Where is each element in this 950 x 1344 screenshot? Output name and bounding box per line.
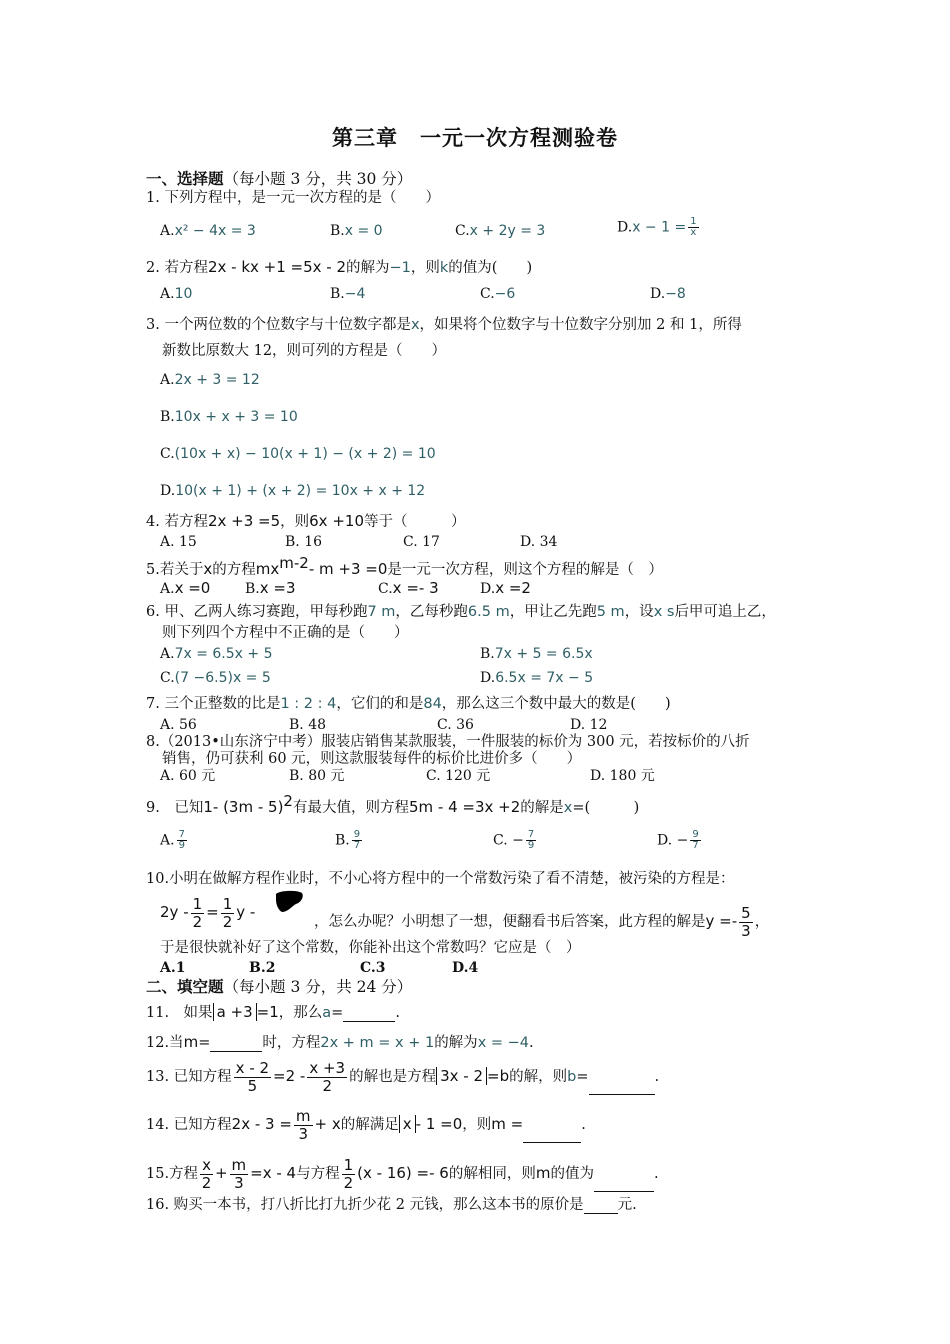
q8-option-b: B. 80 元 bbox=[289, 768, 345, 784]
q4-option-d: D. 34 bbox=[520, 534, 558, 550]
question-10-line-3: 于是很快就补好了这个常数，你能补出这个常数吗？它应是（ ） bbox=[160, 940, 581, 956]
ink-blot-icon bbox=[274, 890, 304, 914]
question-14: 14. 已知方程2x - 3 = $\frac{m}{3}$ + x的解满足 x - 1 =0，则m = . bbox=[146, 1106, 586, 1143]
q1-option-c: C.x + 2y = 3 bbox=[455, 223, 546, 239]
page-title: 第三章 一元一次方程测验卷 bbox=[332, 125, 618, 150]
q6-option-c: C.(7 −6.5)x = 5 bbox=[160, 670, 271, 686]
q14-answer-blank[interactable] bbox=[523, 1128, 581, 1143]
q15-answer-blank[interactable] bbox=[594, 1177, 654, 1192]
q1-option-b: B.x = 0 bbox=[330, 223, 383, 239]
section-heading-choice: 一、选择题（每小题 3 分，共 30 分） bbox=[146, 169, 413, 188]
q5-option-c: C.x =- 3 bbox=[378, 579, 439, 597]
q9-option-c: C. − $\frac{7}{9}$ bbox=[493, 829, 535, 851]
question-13: 13. 已知方程 $\frac{x - 2}{5}$ =2 - $\frac{x +3}{2}$ 的解也是方程 3x - 2 =b的解，则b= . bbox=[146, 1058, 660, 1095]
q10-option-b: B.2 bbox=[249, 960, 276, 976]
question-6-line-2: 则下列四个方程中不正确的是（ ） bbox=[162, 625, 409, 641]
question-2-stem: 2. 若方程2x - kx +1 =5x - 2的解为−1，则k的值为( ) bbox=[146, 258, 533, 276]
q5-option-b: B.x =3 bbox=[245, 579, 296, 597]
q2-option-c: C.−6 bbox=[480, 286, 516, 302]
question-15: 15.方程 $\frac{x}{2}$ + $\frac{m}{3}$ =x - 4与方程 $\frac{1}{2}$ (x - 16) =- 6的解相同，则m的值为 . bbox=[146, 1155, 659, 1192]
q4-option-a: A. 15 bbox=[160, 534, 197, 550]
q5-option-a: A.x =0 bbox=[160, 579, 211, 597]
q8-option-a: A. 60 元 bbox=[160, 768, 216, 784]
q3-option-c: C.(10x + x) − 10(x + 1) − (x + 2) = 10 bbox=[160, 446, 436, 462]
q7-option-b: B. 48 bbox=[289, 717, 327, 733]
q8-option-d: D. 180 元 bbox=[590, 768, 655, 784]
question-8-line-1: 8.（2013•山东济宁中考）服装店销售某款服装，一件服装的标价为 300 元，若按标价的八折 bbox=[146, 734, 750, 750]
q3-option-b: B.10x + x + 3 = 10 bbox=[160, 409, 298, 425]
q3-option-d: D.10(x + 1) + (x + 2) = 10x + x + 12 bbox=[160, 483, 426, 499]
q3-option-a: A.2x + 3 = 12 bbox=[160, 372, 260, 388]
question-6-line-1: 6. 甲、乙两人练习赛跑，甲每秒跑7 m，乙每秒跑6.5 m，甲让乙先跑5 m，设x s后甲可追上乙， bbox=[146, 604, 776, 620]
question-10-equation: 2y - $\frac{1}{2}$ = $\frac{1}{2}$ y - bbox=[160, 894, 256, 931]
q4-option-b: B. 16 bbox=[285, 534, 323, 550]
q6-option-b: B.7x + 5 = 6.5x bbox=[480, 646, 593, 662]
q12-answer-blank[interactable] bbox=[210, 1037, 262, 1052]
q7-option-a: A. 56 bbox=[160, 717, 197, 733]
q7-option-c: C. 36 bbox=[437, 717, 474, 733]
q11-answer-blank[interactable] bbox=[343, 1007, 395, 1022]
question-11: 11. 如果 a +3 =1，那么a= . bbox=[146, 1003, 400, 1021]
q2-option-a: A.10 bbox=[160, 286, 193, 302]
q6-option-a: A.7x = 6.5x + 5 bbox=[160, 646, 273, 662]
q1-option-a: A.x² − 4x = 3 bbox=[160, 223, 256, 239]
q9-option-a: A. $\frac{7}{9}$ bbox=[160, 829, 185, 851]
q9-option-d: D. − $\frac{9}{7}$ bbox=[657, 829, 699, 851]
q7-option-d: D. 12 bbox=[570, 717, 608, 733]
q10-option-c: C.3 bbox=[360, 960, 386, 976]
q2-option-d: D.−8 bbox=[650, 286, 686, 302]
q8-option-c: C. 120 元 bbox=[426, 768, 491, 784]
question-7-stem: 7. 三个正整数的比是1 : 2 : 4，它们的和是84，那么这三个数中最大的数是( ) bbox=[146, 696, 671, 712]
q13-answer-blank[interactable] bbox=[589, 1080, 655, 1095]
q9-option-b: B. $\frac{9}{7}$ bbox=[335, 829, 361, 851]
question-10-line-1: 10.小明在做解方程作业时，不小心将方程中的一个常数污染了看不清楚，被污染的方程是： bbox=[146, 871, 735, 887]
question-8-line-2: 销售，仍可获利 60 元，则这款服装每件的标价比进价多（ ） bbox=[162, 751, 582, 767]
q10-option-a: A.1 bbox=[160, 960, 186, 976]
section-heading-fill-in: 二、填空题（每小题 3 分，共 24 分） bbox=[146, 977, 413, 996]
q6-option-d: D.6.5x = 7x − 5 bbox=[480, 670, 594, 686]
question-3-line-1: 3. 一个两位数的个位数字与十位数字都是x，如果将个位数字与十位数字分别加 2 和 1，所得 bbox=[146, 317, 742, 333]
q5-option-d: D.x =2 bbox=[480, 579, 531, 597]
question-10-line-2: ，怎么办呢？小明想了一想，便翻看书后答案，此方程的解是y =- $\frac{5}{3}$ ， bbox=[314, 903, 770, 940]
question-9-stem: 9. 已知1- (3m - 5)$^2$有最大值，则方程5m - 4 =3x +2的解是x=( ) bbox=[146, 792, 640, 816]
q10-option-d: D.4 bbox=[452, 960, 479, 976]
question-3-line-2: 新数比原数大 12，则可列的方程是（ ） bbox=[162, 343, 447, 359]
q4-option-c: C. 17 bbox=[403, 534, 440, 550]
question-1-stem: 1. 下列方程中，是一元一次方程的是（ ） bbox=[146, 190, 440, 206]
q2-option-b: B.−4 bbox=[330, 286, 366, 302]
question-4-stem: 4. 若方程2x +3 =5，则6x +10等于（ ） bbox=[146, 512, 466, 530]
question-5-stem: 5.若关于x的方程$mx^{m-2}-$ m +3 =0是一元一次方程，则这个方程的解是（ ） bbox=[146, 554, 663, 578]
question-16: 16. 购买一本书，打八折比打九折少花 2 元钱，那么这本书的原价是 元. bbox=[146, 1197, 637, 1213]
question-12: 12.当m= 时，方程2x + m = x + 1的解为x = −4. bbox=[146, 1033, 534, 1051]
q16-answer-blank[interactable] bbox=[584, 1199, 618, 1214]
q1-option-d: D.x − 1 = $\frac{1}{x}$ bbox=[617, 216, 697, 238]
